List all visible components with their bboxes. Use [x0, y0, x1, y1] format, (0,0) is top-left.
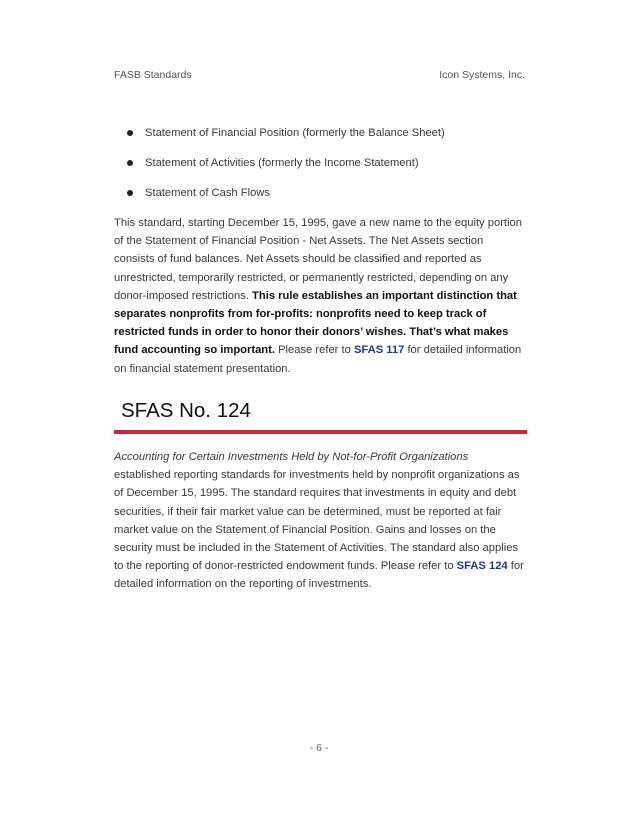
sfas-117-link[interactable]: SFAS 117 — [353, 344, 405, 357]
sfas117-paragraph — [114, 214, 526, 378]
sfas-124-link[interactable]: SFAS 124 — [456, 560, 508, 573]
bullet-icon — [127, 190, 133, 196]
section-divider — [114, 430, 527, 434]
para1-emphasis: This rule establishes an important distinction that separates nonprofits from for-profits: nonprofits need to keep track of restricted funds in order to honor their donors’ wishes. That’s what makes fund accounting so important. — [114, 289, 517, 357]
para1-text: This standard, starting December 15, 1995, gave a new name to the equity portion of the Statement of Financial Position - Net Assets. The Net Assets section consists of fund balances. Net Assets should be classified and reported as unrestricted, temporarily restricted, or permanently restricted, depending on any donor-imposed restrictions. — [114, 217, 522, 302]
bullet-icon — [127, 160, 133, 166]
list-item-text: Statement of Cash Flows — [145, 187, 270, 199]
list-item — [114, 124, 534, 154]
section-title: SFAS No. 124 — [121, 399, 251, 422]
para1-text-end: for detailed information on financial statement presentation. — [114, 344, 522, 375]
para2-text: established reporting standards for investments held by nonprofit organizations as of December 15, 1995. The standard requires that investments in equity and debt securities, if their fair market value can be determined, must be reported at fair market value on the Statement of Financial Position. Gains and losses on the security must be included in the Statement of Activities. The standard also applies to the reporting of donor-restricted endowment funds. Please refer to — [114, 469, 520, 573]
list-item — [114, 184, 534, 214]
statement-list — [114, 124, 534, 214]
header-doc-title: FASB Standards — [114, 69, 192, 81]
para2-text-end: for detailed information on the reporting of investments. — [114, 560, 524, 591]
sfas124-paragraph — [114, 448, 526, 594]
header-company: Icon Systems, Inc. — [439, 69, 525, 81]
list-item — [114, 154, 534, 184]
para1-text-refer: Please refer to — [274, 344, 354, 357]
standard-title-italic: Accounting for Certain Investments Held by Not-for-Profit Organizations — [114, 451, 469, 463]
list-item-text: Statement of Financial Position (formerly the Balance Sheet) — [145, 127, 445, 139]
list-item-text: Statement of Activities (formerly the Income Statement) — [145, 157, 419, 169]
page-number: - 6 - — [309, 742, 329, 754]
bullet-icon — [127, 130, 133, 136]
